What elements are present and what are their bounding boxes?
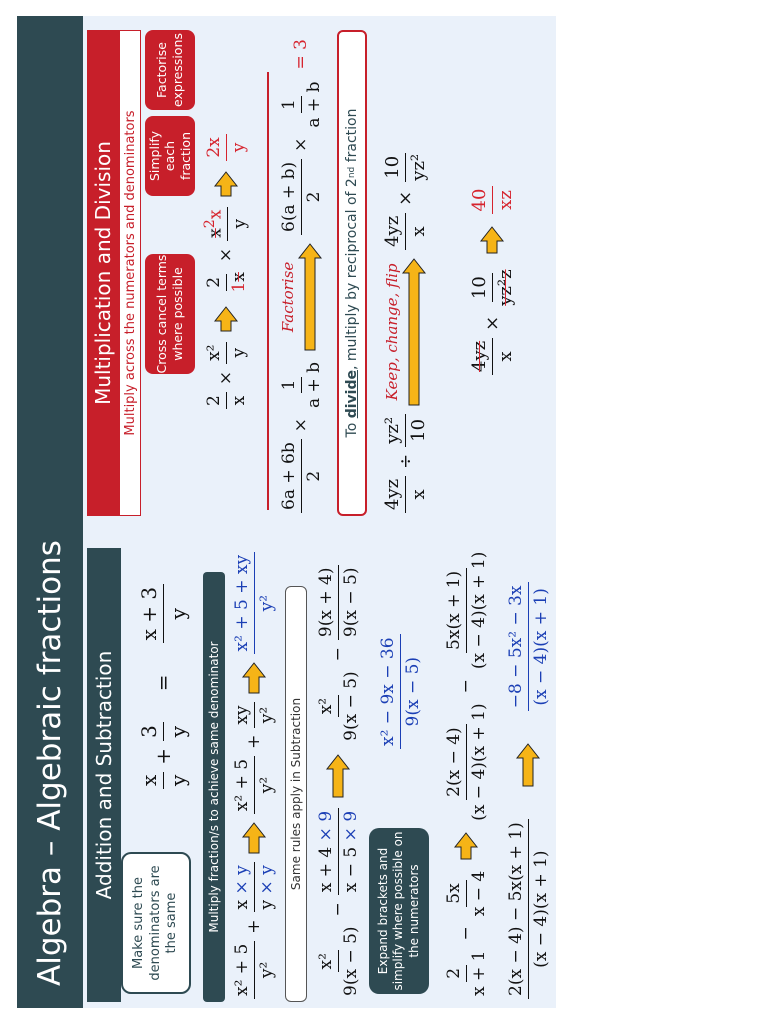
result-equals: = 3 bbox=[291, 39, 311, 70]
frac-den: a + b bbox=[303, 361, 324, 409]
frac-den: xz bbox=[494, 190, 516, 210]
frac-den: y² bbox=[256, 594, 277, 612]
cancelled-term: x bbox=[205, 228, 226, 238]
frac-den: (x − 4)(x + 1) bbox=[468, 703, 489, 821]
frac-den: x bbox=[494, 351, 516, 362]
frac-den: x − 5 bbox=[340, 846, 361, 893]
cross-cancel-box: Cross cancel terms where possible bbox=[145, 254, 195, 374]
frac-den: 9(x − 5) bbox=[340, 567, 361, 638]
minus-sign: − bbox=[456, 926, 476, 941]
keep-change-flip-label: Keep, change, flip bbox=[383, 263, 401, 401]
frac-den: yz² bbox=[407, 153, 429, 181]
frac-num: x² + 5 + xy bbox=[232, 552, 255, 655]
division-simplify: 4yz x × 10 yz²z 40 xz bbox=[457, 183, 527, 378]
frac-den: y² bbox=[256, 706, 277, 724]
frac-num: x² bbox=[204, 342, 227, 364]
frac-num: 40 bbox=[469, 186, 493, 215]
frac-num: 4yz bbox=[469, 338, 493, 375]
frac-num: x² bbox=[316, 695, 339, 717]
frac-num: 2 bbox=[204, 274, 227, 291]
frac-num: xy bbox=[232, 702, 255, 727]
frac-den: a + b bbox=[303, 81, 324, 128]
frac-num: x² − 9x − 36 bbox=[378, 634, 401, 749]
arrow-right-icon bbox=[515, 742, 541, 788]
arrow-right-icon bbox=[325, 753, 351, 799]
frac-num: 4yz bbox=[382, 476, 406, 513]
frac-num: 2(x − 4) bbox=[444, 724, 467, 800]
frac-den: x + 1 bbox=[468, 950, 489, 996]
frac-num: 3 bbox=[137, 722, 164, 741]
subtraction-example-2: 2 x + 1 − 5x x − 4 2(x − 4) (x − 4)(x + 1) − 5x(x + 1) (x − 4)(x + 1) bbox=[435, 546, 497, 1002]
frac-num: yz² bbox=[382, 414, 406, 447]
frac-den: 9(x − 5) bbox=[340, 671, 361, 741]
arrow-right-icon bbox=[401, 257, 427, 407]
multiplication-example-2: 6a + 6b 2 × 1 a + b Factorise 6(a + b) 2 × 1 a + b = 3 bbox=[265, 39, 337, 516]
frac-den: y bbox=[165, 608, 190, 620]
slide-canvas bbox=[17, 16, 556, 1008]
multiplier: × 9 bbox=[340, 810, 361, 842]
frac-num: −8 − 5x² − 3x bbox=[506, 582, 529, 711]
equals-sign: = bbox=[151, 674, 175, 692]
frac-den: (x − 4)(x + 1) bbox=[468, 551, 489, 670]
frac-num: 1 bbox=[279, 377, 302, 394]
frac-num: 10 bbox=[382, 153, 406, 182]
frac-den: 2 bbox=[303, 470, 324, 482]
frac-num: x² + 5 bbox=[232, 941, 255, 999]
frac-den: 9(x − 5) bbox=[402, 656, 423, 727]
frac-den: y bbox=[165, 774, 190, 786]
multiplier: × 9 bbox=[315, 810, 336, 842]
frac-num: 6a + 6b bbox=[279, 439, 302, 513]
divide-rule-post: , multiply by reciprocal of 2 bbox=[344, 178, 360, 371]
arrow-right-icon bbox=[241, 821, 267, 855]
frac-num: 5x(x + 1) bbox=[444, 568, 467, 653]
arrow-right-icon bbox=[297, 242, 323, 352]
divide-rule-sup: nd bbox=[347, 166, 357, 179]
frac-num: 9(x + 4) bbox=[316, 565, 339, 641]
frac-den: yz²z bbox=[494, 269, 516, 306]
minus-sign: − bbox=[328, 902, 348, 917]
frac-den: y bbox=[228, 142, 249, 153]
cancelled-term: x bbox=[228, 272, 249, 282]
frac-den: y bbox=[230, 218, 251, 229]
frac-den: y² bbox=[256, 961, 277, 979]
multiplier: × y bbox=[256, 865, 277, 895]
factorise-label: Factorise bbox=[279, 261, 297, 333]
frac-den: 9(x − 5) bbox=[340, 926, 361, 996]
division-example: 4yz x ÷ yz² 10 Keep, change, flip 4yz x × 10 yz² bbox=[369, 148, 441, 516]
subtraction-final bbox=[499, 579, 557, 1002]
frac-num: x bbox=[231, 899, 252, 910]
divide-sign: ÷ bbox=[394, 453, 416, 469]
same-denominator-note: Make sure the denominators are the same bbox=[121, 852, 191, 994]
addition-header: Addition and Subtraction bbox=[87, 548, 121, 1002]
factorise-box: Factorise expressions bbox=[145, 30, 195, 110]
frac-den: x − 4 bbox=[468, 870, 489, 917]
multiplier: × y bbox=[231, 865, 252, 895]
frac-den: y bbox=[256, 899, 277, 910]
divide-rule-pre: To bbox=[344, 418, 360, 438]
frac-den: 10 bbox=[407, 418, 429, 442]
frac-num: 10 bbox=[469, 273, 493, 302]
frac-den: 2 bbox=[303, 191, 324, 203]
frac-den: 1 bbox=[228, 281, 249, 293]
frac-num: 4yz bbox=[382, 213, 406, 250]
frac-den: x bbox=[407, 489, 429, 500]
frac-num: x² + 5 bbox=[232, 756, 255, 814]
frac-den: x bbox=[407, 226, 429, 237]
slide-frame bbox=[17, 16, 556, 1008]
frac-num: 2x bbox=[204, 134, 227, 160]
subtraction-result bbox=[373, 631, 427, 752]
frac-num: x bbox=[137, 772, 164, 789]
multiply-across-strip: Multiply across the numerators and denominators bbox=[119, 30, 141, 516]
simplify-box: Simplify each fraction bbox=[145, 116, 195, 196]
frac-den: y² bbox=[256, 776, 277, 794]
frac-num: x bbox=[205, 209, 226, 220]
arrow-right-icon bbox=[479, 225, 505, 255]
frac-num: 2 bbox=[204, 392, 227, 409]
frac-num: 6(a + b) bbox=[279, 159, 302, 235]
frac-den: (x − 4)(x + 1) bbox=[530, 588, 551, 706]
frac-num: x + 3 bbox=[137, 584, 164, 643]
exponent: 2 bbox=[201, 219, 218, 229]
addition-example-1 bbox=[129, 581, 197, 792]
page-title: Algebra – Algebraic fractions bbox=[17, 16, 83, 1008]
frac-den: y bbox=[165, 725, 190, 738]
divide-word: divide bbox=[344, 370, 360, 419]
frac-num: x + 4 bbox=[315, 846, 336, 893]
frac-num: 1 bbox=[279, 96, 302, 113]
multiplication-header: Multiplication and Division bbox=[87, 30, 119, 516]
frac-num: 2 bbox=[444, 965, 467, 982]
plus-sign: + bbox=[151, 747, 175, 765]
arrow-right-icon bbox=[241, 661, 267, 695]
divide-rule-end: fraction bbox=[344, 108, 360, 167]
frac-den: x bbox=[228, 395, 249, 406]
frac-den: y bbox=[228, 347, 249, 358]
frac-num: 5x bbox=[444, 880, 467, 906]
expand-brackets-note: Expand brackets and simplify where possible on the numerators bbox=[369, 828, 429, 994]
arrow-right-icon bbox=[213, 170, 239, 198]
frac-den: (x − 4)(x + 1) bbox=[530, 850, 551, 968]
subtraction-example-1: x² 9(x − 5) − x + 4 × 9 x − 5 × 9 x² 9(x − 5) − 9(x + 4) 9(x − 5) bbox=[307, 562, 369, 1002]
frac-num: 2(x − 4) − 5x(x + 1) bbox=[506, 819, 529, 999]
arrow-right-icon bbox=[453, 831, 479, 861]
same-rules-strip: Same rules apply in Subtraction bbox=[285, 586, 307, 1002]
frac-num: x² bbox=[316, 950, 339, 972]
multiplication-example-1: 2 x × x² y 2 1x × $x^2x$ y 2x y bbox=[197, 131, 255, 412]
multiply-instruction-strip: Multiply fraction/s to achieve same denominator bbox=[203, 572, 225, 1002]
plus-sign: + bbox=[244, 919, 264, 934]
divide-rule-box bbox=[337, 30, 367, 516]
arrow-right-icon bbox=[213, 305, 239, 333]
times-sign: × bbox=[216, 370, 236, 386]
addition-example-2: x² + 5 y² + x × y y × y x² + 5 y² + xy y² x² + 5 + xy y² bbox=[223, 549, 285, 1002]
